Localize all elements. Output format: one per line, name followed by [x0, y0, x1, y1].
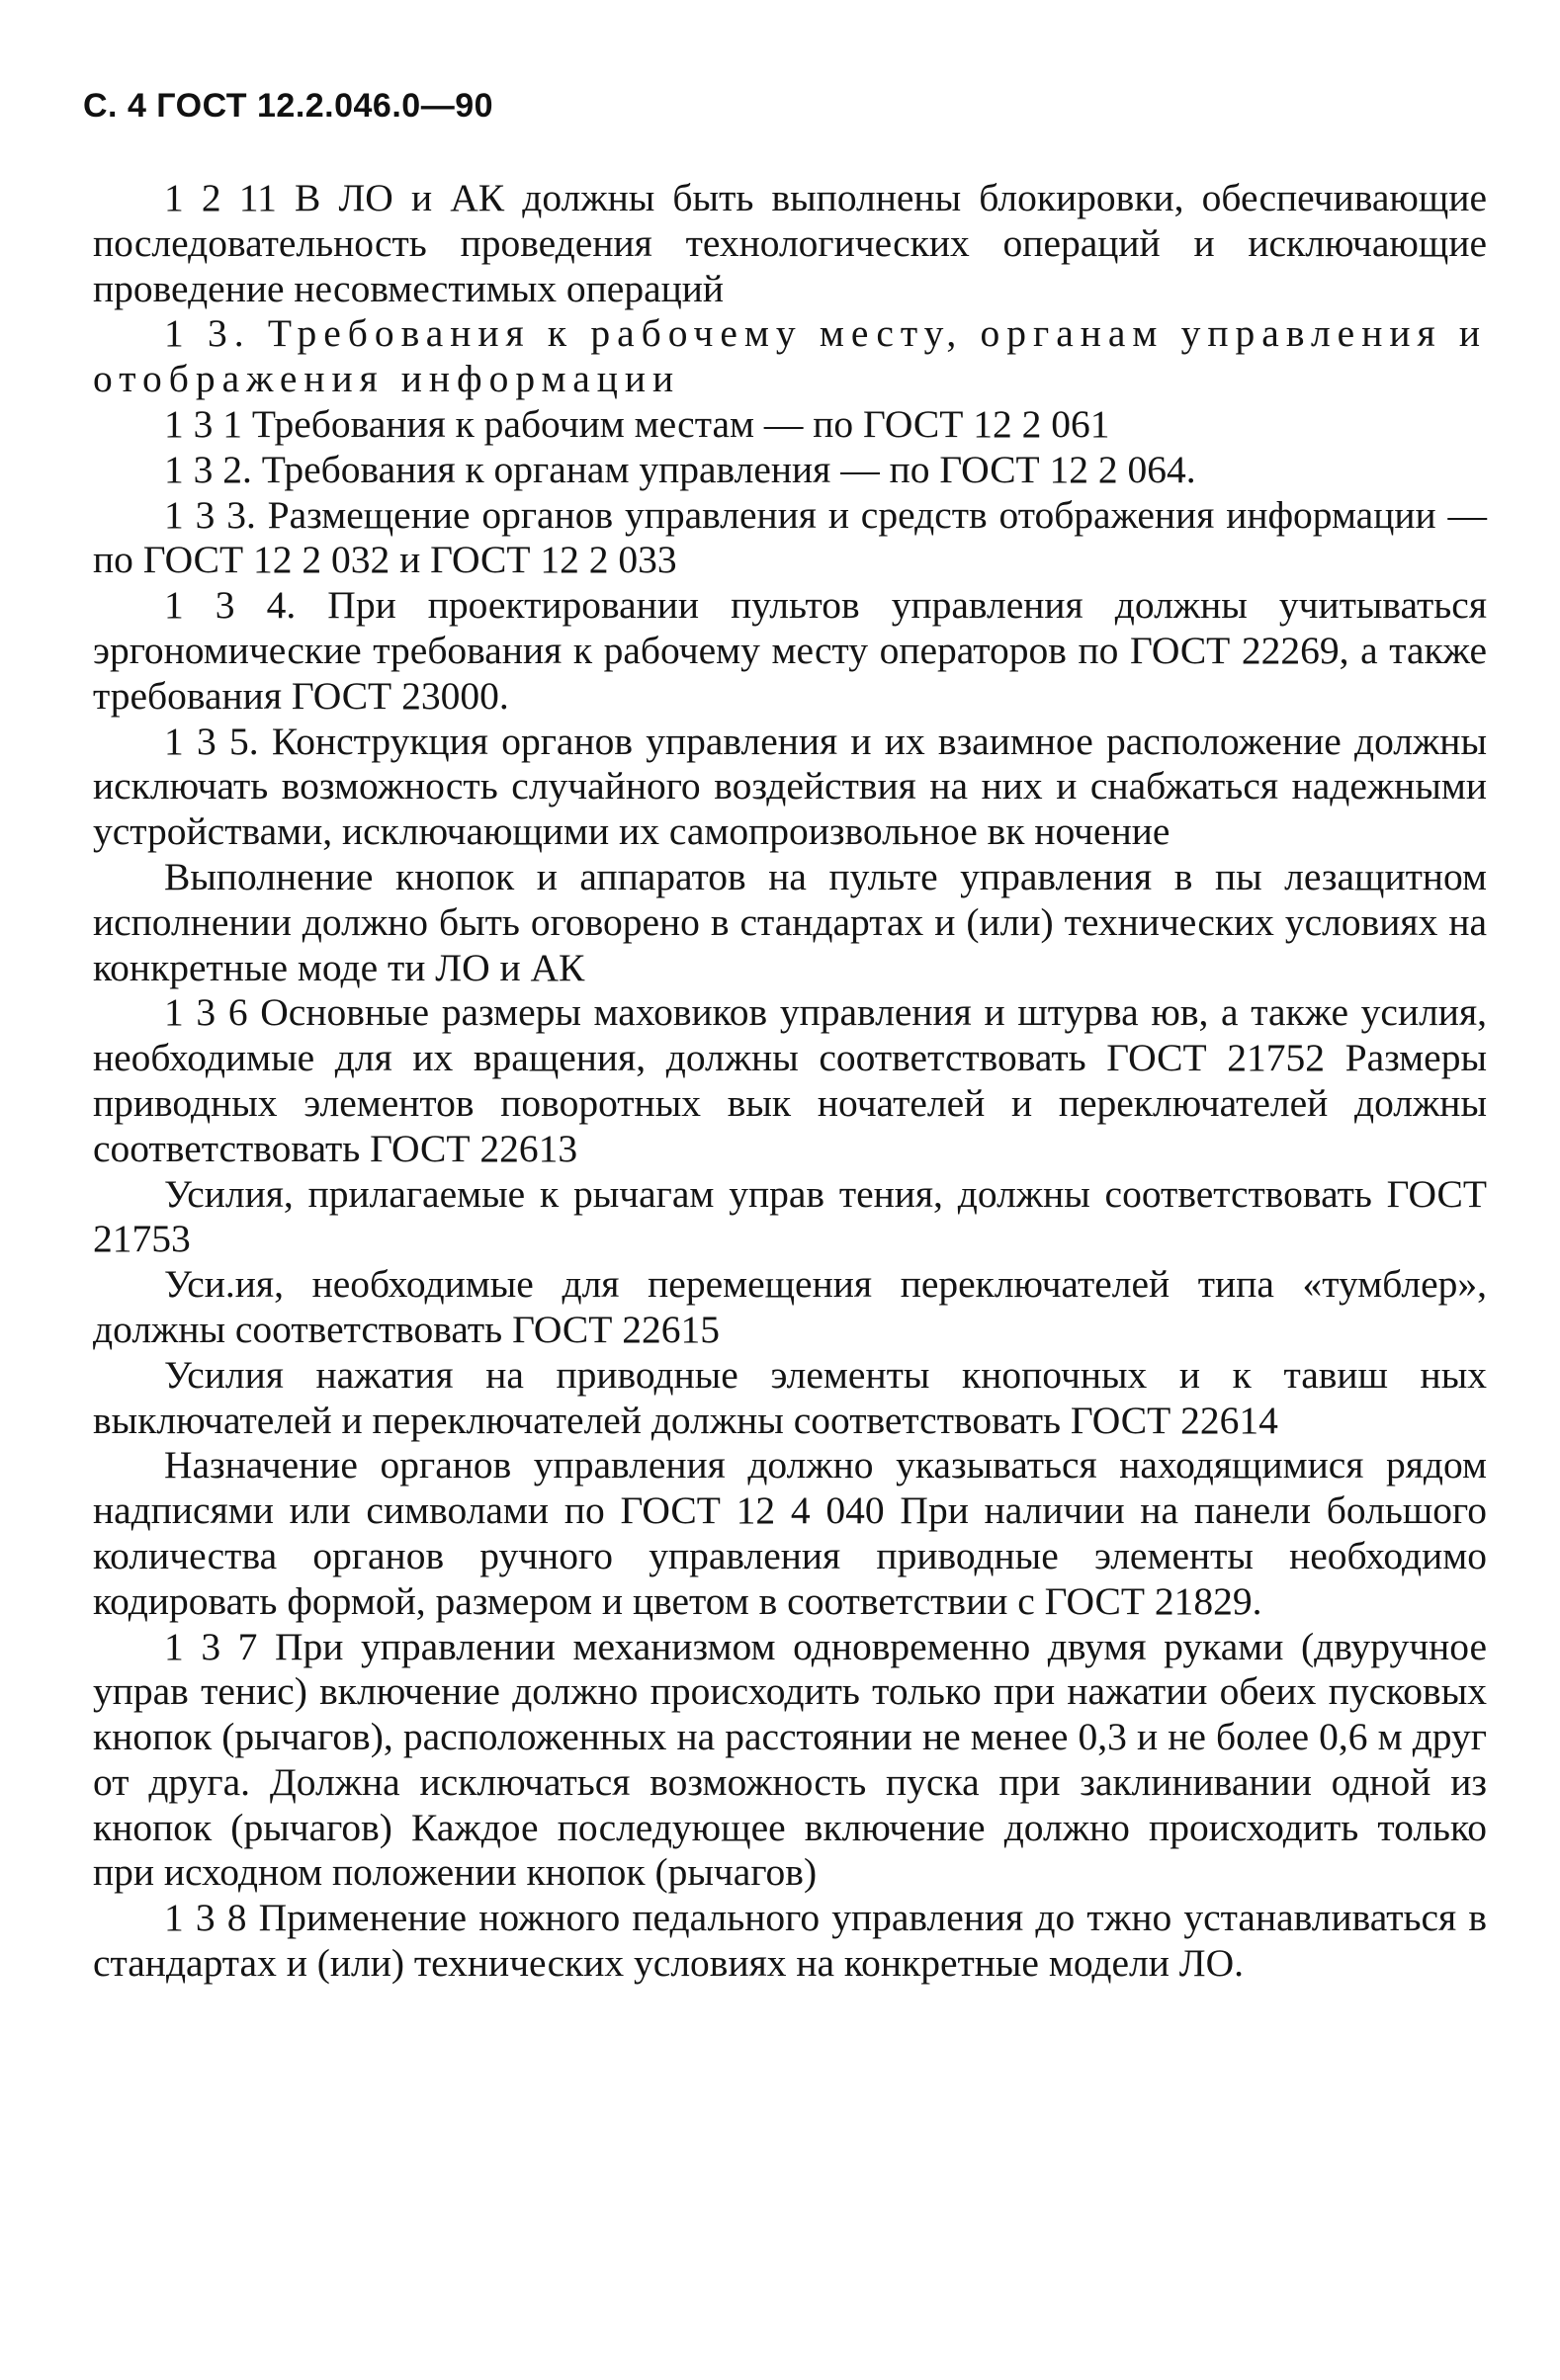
- paragraph-1-3-3: 1 3 3. Размещение органов управления и средств отображения информации — по ГОСТ 12 2 032 и ГОСТ 12 2 033: [93, 492, 1487, 582]
- page-header: С. 4 ГОСТ 12.2.046.0—90: [83, 87, 494, 125]
- paragraph-button-forces: Усилия нажатия на приводные элементы кнопочных и к тавиш ных выключателей и переключателей должны соответствовать ГОСТ 22614: [93, 1352, 1487, 1442]
- section-heading-1-3: [93, 311, 1487, 402]
- paragraph-1-3-8: 1 3 8 Применение ножного педального управления до тжно устанавливаться в стандартах и (или) технических условиях на конкретные модели ЛО.: [93, 1896, 1487, 1986]
- paragraph-1-3-5: 1 3 5. Конструкция органов управления и их взаимное расположение должны исключать возможность случайного воздействия на них и снабжаться надежными устройствами, исключающими их самопроизвольное вк ночение: [93, 719, 1487, 854]
- document-body: [93, 176, 1487, 1987]
- section-title: Требования к рабочему месту, органам управления и отображения информации: [93, 311, 1488, 401]
- paragraph-1-3-2: 1 3 2. Требования к органам управления — по ГОСТ 12 2 064.: [164, 447, 1196, 491]
- section-number: 1 3.: [164, 311, 268, 356]
- paragraph-1-3-7: 1 3 7 При управлении механизмом одновременно двумя руками (двуручное управ тенис) включение должно происходить только при нажатии обеих пусковых кнопок (рычагов), расположенных на расстоянии не менее 0,3 и не более 0,6 м друг от друга. Должна исключаться возможность пуска при заклинивании одной из кнопок (рычагов) Каждое последующее включение должно происходить только при исходном положении кнопок (рычагов): [93, 1624, 1487, 1895]
- paragraph-controls-labeling: Назначение органов управления должно указываться находящимися рядом надписями или символами по ГОСТ 12 4 040 При наличии на панели большого количества органов ручного управления приводные элементы необходимо кодировать формой, размером и цветом в соответствии с ГОСТ 21829.: [93, 1443, 1487, 1623]
- paragraph-1-3-1: 1 3 1 Требования к рабочим местам — по ГОСТ 12 2 061: [164, 401, 1110, 446]
- paragraph-1-3-4: 1 3 4. При проектировании пультов управления должны учитываться эргономические требования к рабочему месту операторов по ГОСТ 22269, а также требования ГОСТ 23000.: [93, 583, 1487, 718]
- paragraph-1-2-11: 1 2 11 В ЛО и АК должны быть выполнены блокировки, обеспечивающие последовательность проведения технологических операций и исключающие проведение несовместимых операций: [93, 176, 1487, 310]
- paragraph-dustproof: Выполнение кнопок и аппаратов на пульте управления в пы лезащитном исполнении должно быть оговорено в стандартах и (или) технических условиях на конкретные моде ти ЛО и АК: [93, 854, 1487, 989]
- paragraph-1-3-6: 1 3 6 Основные размеры маховиков управления и штурва юв, а также усилия, необходимые для их вращения, должны соответствовать ГОСТ 21752 Размеры приводных элементов поворотных вык ночателей и переключателей должны соответствовать ГОСТ 22613: [93, 990, 1487, 1170]
- paragraph-toggle-forces: Уси.ия, необходимые для перемещения переключателей типа «тумблер», должны соответствовать ГОСТ 22615: [93, 1262, 1487, 1351]
- paragraph-lever-forces: Усилия, прилагаемые к рычагам управ тения, должны соответствовать ГОСТ 21753: [93, 1171, 1487, 1261]
